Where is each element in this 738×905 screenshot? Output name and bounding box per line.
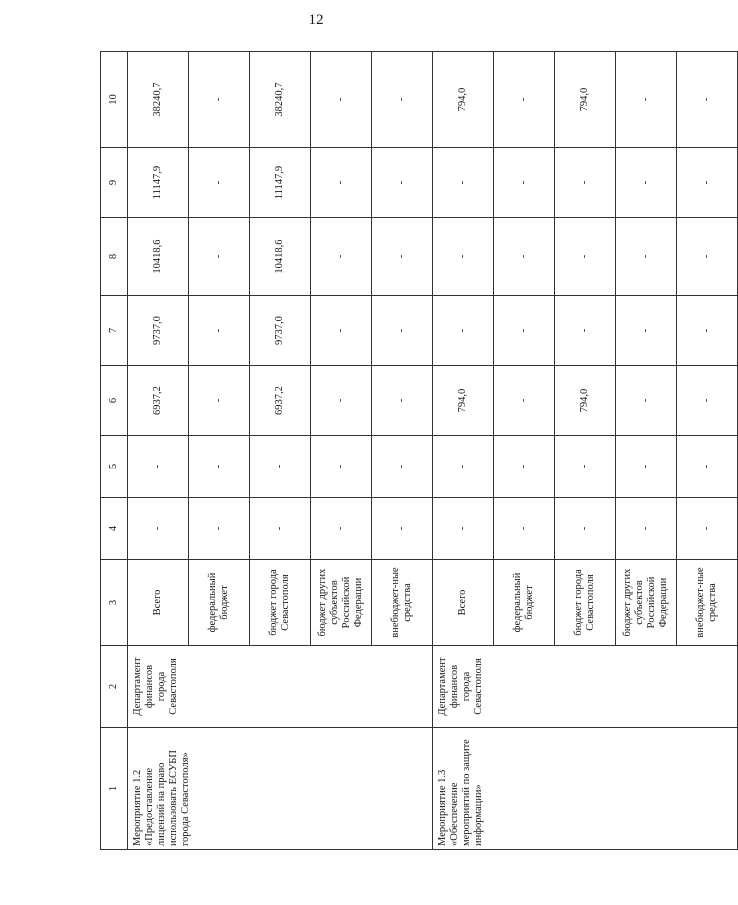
funding-source-cell: Всего (128, 560, 189, 646)
value-cell: 38240,7 (250, 52, 311, 148)
value-cell: - (616, 436, 677, 498)
value-cell: - (677, 436, 738, 498)
value-cell: - (494, 296, 555, 366)
value-cell: - (555, 436, 616, 498)
value-cell: - (189, 366, 250, 436)
column-header: 8 (101, 218, 128, 296)
value-cell: - (250, 498, 311, 560)
column-number-row (101, 52, 128, 850)
value-cell: - (128, 498, 189, 560)
value-cell: - (433, 296, 494, 366)
value-cell: - (128, 436, 189, 498)
measure-name-cell: Мероприятие 1.3 «Обеспечение мероприятий по защите информации» (433, 728, 738, 850)
value-cell: 794,0 (433, 366, 494, 436)
funding-source-cell: внебюджет-ные средства (372, 560, 433, 646)
funding-source-cell: бюджет других субъектов Российской Федерации (616, 560, 677, 646)
table-row (128, 52, 189, 850)
measure-name-cell: Мероприятие 1.2 «Предоставление лицензий на право использовать ЕСУБП города Севастополя» (128, 728, 433, 850)
value-cell: - (311, 498, 372, 560)
value-cell: - (189, 218, 250, 296)
value-cell: - (372, 436, 433, 498)
value-cell: - (433, 148, 494, 218)
value-cell: - (555, 296, 616, 366)
value-cell: - (555, 218, 616, 296)
value-cell: 9737,0 (128, 296, 189, 366)
funding-table (100, 51, 738, 850)
value-cell: - (494, 436, 555, 498)
value-cell: - (372, 148, 433, 218)
value-cell: - (494, 148, 555, 218)
value-cell: - (433, 498, 494, 560)
funding-source-cell: внебюджет-ные средства (677, 560, 738, 646)
value-cell: - (189, 436, 250, 498)
value-cell: 6937,2 (128, 366, 189, 436)
value-cell: - (616, 498, 677, 560)
table-row (433, 52, 494, 850)
value-cell: - (555, 148, 616, 218)
value-cell: - (555, 498, 616, 560)
value-cell: - (616, 148, 677, 218)
column-header: 10 (101, 52, 128, 148)
value-cell: - (250, 436, 311, 498)
funding-source-cell: бюджет города Севастополя (250, 560, 311, 646)
value-cell: - (677, 498, 738, 560)
value-cell: - (677, 366, 738, 436)
column-header: 6 (101, 366, 128, 436)
value-cell: - (494, 52, 555, 148)
value-cell: 11147,9 (128, 148, 189, 218)
funding-source-cell: Всего (433, 560, 494, 646)
value-cell: 11147,9 (250, 148, 311, 218)
funding-source-cell: федеральный бюджет (189, 560, 250, 646)
column-header: 9 (101, 148, 128, 218)
funding-source-cell: бюджет города Севастополя (555, 560, 616, 646)
value-cell: - (494, 218, 555, 296)
value-cell: - (677, 52, 738, 148)
value-cell: - (616, 366, 677, 436)
executor-cell: Департамент финансов города Севастополя (433, 646, 738, 728)
value-cell: - (433, 436, 494, 498)
value-cell: - (189, 52, 250, 148)
value-cell: - (311, 296, 372, 366)
value-cell: 6937,2 (250, 366, 311, 436)
value-cell: 9737,0 (250, 296, 311, 366)
value-cell: - (372, 498, 433, 560)
value-cell: - (311, 436, 372, 498)
value-cell: - (372, 218, 433, 296)
executor-cell: Департамент финансов города Севастополя (128, 646, 433, 728)
value-cell: - (677, 218, 738, 296)
value-cell: - (616, 218, 677, 296)
value-cell: - (372, 366, 433, 436)
column-header: 1 (101, 728, 128, 850)
value-cell: 10418,6 (250, 218, 311, 296)
page-number: 12 (308, 12, 324, 28)
value-cell: - (372, 296, 433, 366)
value-cell: - (311, 52, 372, 148)
column-header: 3 (101, 560, 128, 646)
value-cell: 38240,7 (128, 52, 189, 148)
column-header: 2 (101, 646, 128, 728)
rotated-table-container (100, 52, 718, 850)
value-cell: 794,0 (555, 52, 616, 148)
column-header: 7 (101, 296, 128, 366)
column-header: 4 (101, 498, 128, 560)
value-cell: - (189, 148, 250, 218)
value-cell: - (677, 296, 738, 366)
funding-source-cell: бюджет других субъектов Российской Федерации (311, 560, 372, 646)
value-cell: 794,0 (555, 366, 616, 436)
value-cell: - (677, 148, 738, 218)
value-cell: 10418,6 (128, 218, 189, 296)
value-cell: - (189, 498, 250, 560)
value-cell: - (311, 366, 372, 436)
value-cell: - (616, 52, 677, 148)
value-cell: - (433, 218, 494, 296)
rotated-table-wrapper (100, 52, 718, 850)
funding-source-cell: федеральный бюджет (494, 560, 555, 646)
value-cell: - (494, 366, 555, 436)
value-cell: - (372, 52, 433, 148)
value-cell: - (311, 148, 372, 218)
value-cell: - (616, 296, 677, 366)
value-cell: 794,0 (433, 52, 494, 148)
value-cell: - (494, 498, 555, 560)
value-cell: - (189, 296, 250, 366)
value-cell: - (311, 218, 372, 296)
column-header: 5 (101, 436, 128, 498)
